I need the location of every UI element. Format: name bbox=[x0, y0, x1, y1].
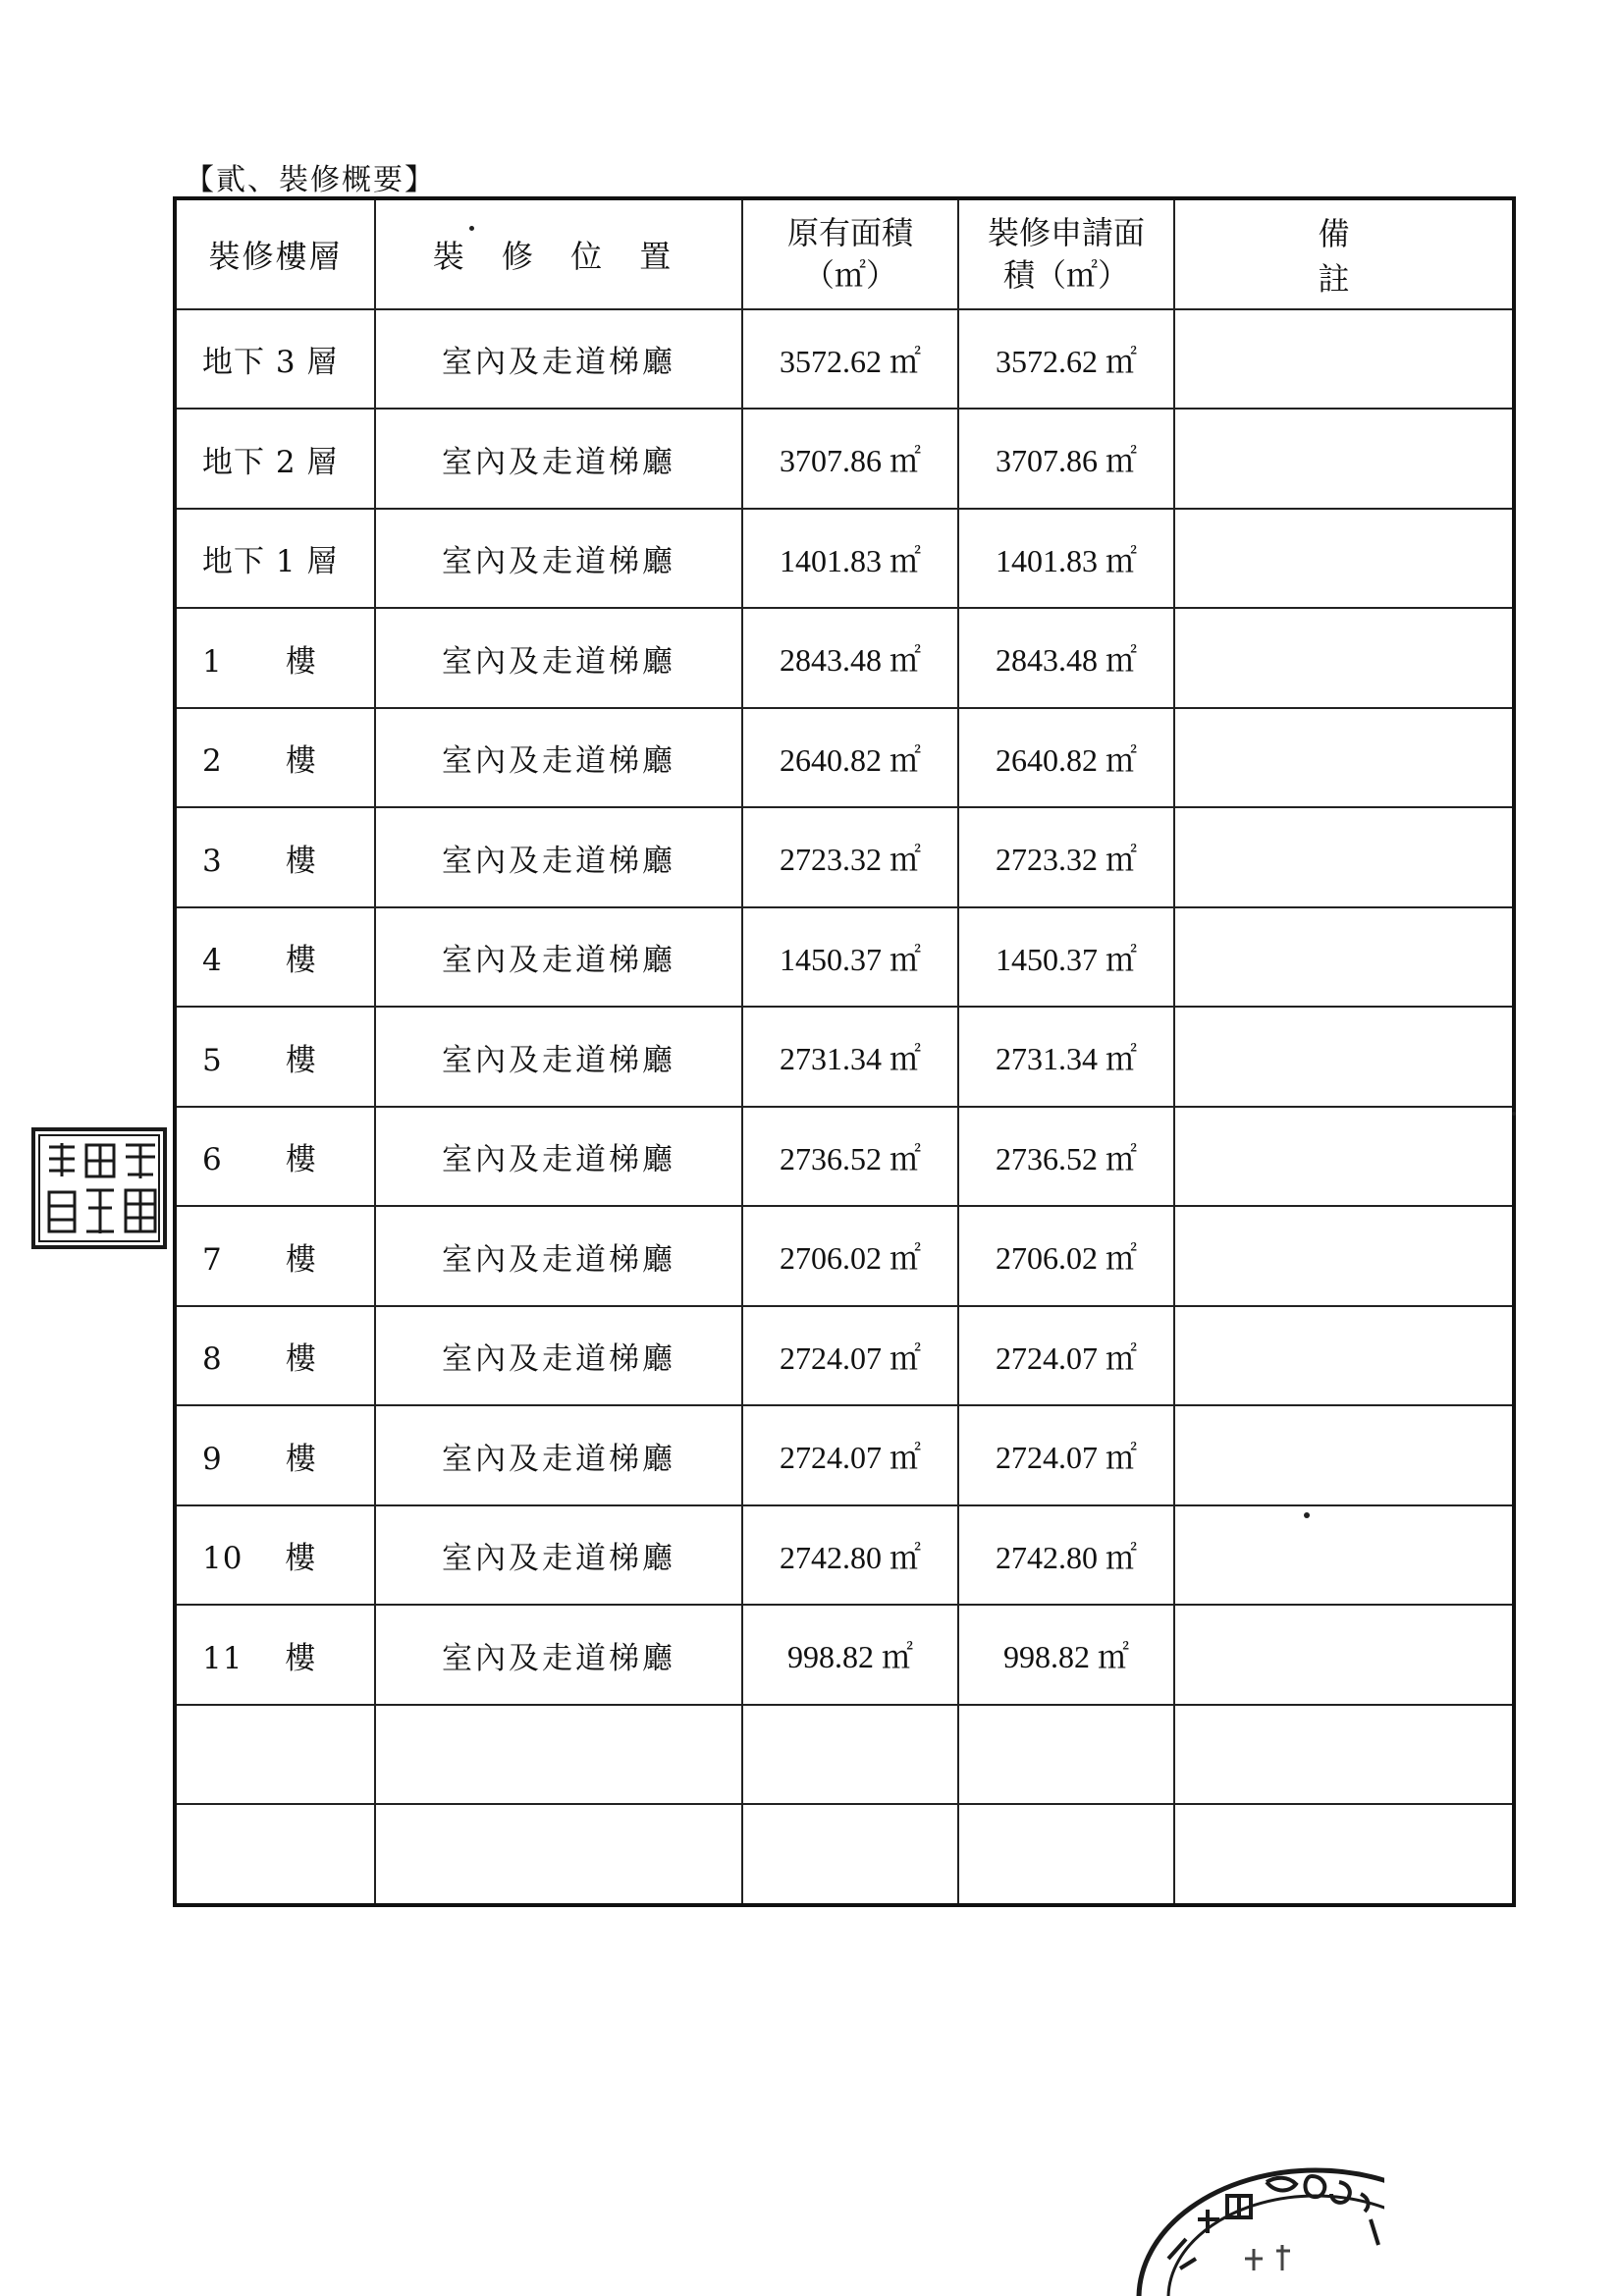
cell-remarks bbox=[1174, 1007, 1514, 1106]
header-original-area-line2: （㎡） bbox=[802, 256, 897, 294]
cell-applied-area: 2724.07 ㎡ bbox=[958, 1405, 1174, 1504]
table-row bbox=[175, 1007, 1514, 1106]
cell-applied-area: 2723.32 ㎡ bbox=[958, 807, 1174, 906]
cell-location: 室內及走道梯廳 bbox=[375, 409, 742, 508]
header-applied-area bbox=[958, 198, 1174, 309]
cell-remarks bbox=[1174, 1107, 1514, 1206]
scan-speck bbox=[1304, 1512, 1310, 1518]
cell-floor: 10 樓 bbox=[175, 1505, 375, 1605]
table-row bbox=[175, 309, 1514, 409]
cell-location: 室內及走道梯廳 bbox=[375, 1107, 742, 1206]
cell-applied-area: 2742.80 ㎡ bbox=[958, 1505, 1174, 1605]
header-applied-area-line1: 裝修申請面 bbox=[987, 213, 1145, 251]
cell-remarks bbox=[1174, 1605, 1514, 1704]
table-row bbox=[175, 807, 1514, 906]
table-row bbox=[175, 708, 1514, 807]
cell-floor bbox=[175, 1804, 375, 1905]
cell-applied-area: 2706.02 ㎡ bbox=[958, 1206, 1174, 1305]
cell-remarks bbox=[1174, 807, 1514, 906]
table-row bbox=[175, 1107, 1514, 1206]
cell-original-area bbox=[742, 1705, 958, 1804]
cell-remarks bbox=[1174, 1705, 1514, 1804]
renovation-summary-table bbox=[173, 196, 1538, 1907]
cell-location: 室內及走道梯廳 bbox=[375, 1405, 742, 1504]
header-remarks: 備 註 bbox=[1174, 198, 1514, 309]
cell-original-area: 2706.02 ㎡ bbox=[742, 1206, 958, 1305]
cell-remarks bbox=[1174, 409, 1514, 508]
scan-speck bbox=[469, 226, 474, 231]
cell-remarks bbox=[1174, 1505, 1514, 1605]
cell-floor: 5 樓 bbox=[175, 1007, 375, 1106]
cell-location: 室內及走道梯廳 bbox=[375, 1206, 742, 1305]
cell-remarks bbox=[1174, 907, 1514, 1007]
cell-location bbox=[375, 1804, 742, 1905]
cell-original-area: 2736.52 ㎡ bbox=[742, 1107, 958, 1206]
cell-location: 室內及走道梯廳 bbox=[375, 1605, 742, 1704]
table-row bbox=[175, 1705, 1514, 1804]
cell-applied-area: 2736.52 ㎡ bbox=[958, 1107, 1174, 1206]
section-heading: 【貳、裝修概要】 bbox=[185, 163, 436, 197]
cell-floor bbox=[175, 1705, 375, 1804]
management-committee-stamp-icon bbox=[1129, 2111, 1384, 2296]
scan-speck bbox=[1512, 1112, 1516, 1116]
table-row bbox=[175, 608, 1514, 707]
cell-floor: 地下 1 層 bbox=[175, 509, 375, 608]
cell-original-area: 2723.32 ㎡ bbox=[742, 807, 958, 906]
cell-location: 室內及走道梯廳 bbox=[375, 1007, 742, 1106]
cell-floor: 2 樓 bbox=[175, 708, 375, 807]
cell-location: 室內及走道梯廳 bbox=[375, 708, 742, 807]
cell-remarks bbox=[1174, 1206, 1514, 1305]
cell-original-area: 1401.83 ㎡ bbox=[742, 509, 958, 608]
cell-original-area: 3572.62 ㎡ bbox=[742, 309, 958, 409]
cell-applied-area: 3707.86 ㎡ bbox=[958, 409, 1174, 508]
cell-remarks bbox=[1174, 309, 1514, 409]
cell-floor: 11 樓 bbox=[175, 1605, 375, 1704]
cell-original-area: 2742.80 ㎡ bbox=[742, 1505, 958, 1605]
cell-floor: 8 樓 bbox=[175, 1306, 375, 1405]
cell-applied-area: 2640.82 ㎡ bbox=[958, 708, 1174, 807]
cell-applied-area: 1401.83 ㎡ bbox=[958, 509, 1174, 608]
cell-floor: 6 樓 bbox=[175, 1107, 375, 1206]
cell-remarks bbox=[1174, 708, 1514, 807]
cell-applied-area: 2724.07 ㎡ bbox=[958, 1306, 1174, 1405]
header-applied-area-line2: 積（㎡） bbox=[1002, 256, 1129, 294]
cell-floor: 3 樓 bbox=[175, 807, 375, 906]
cell-remarks bbox=[1174, 1306, 1514, 1405]
cell-applied-area: 998.82 ㎡ bbox=[958, 1605, 1174, 1704]
cell-location: 室內及走道梯廳 bbox=[375, 907, 742, 1007]
table-header-row bbox=[175, 198, 1514, 309]
cell-original-area: 1450.37 ㎡ bbox=[742, 907, 958, 1007]
cell-location: 室內及走道梯廳 bbox=[375, 1306, 742, 1405]
cell-floor: 1 樓 bbox=[175, 608, 375, 707]
header-original-area bbox=[742, 198, 958, 309]
cell-original-area: 2640.82 ㎡ bbox=[742, 708, 958, 807]
table-row bbox=[175, 409, 1514, 508]
cell-applied-area bbox=[958, 1705, 1174, 1804]
cell-remarks bbox=[1174, 1804, 1514, 1905]
cell-applied-area bbox=[958, 1804, 1174, 1905]
cell-floor: 地下 3 層 bbox=[175, 309, 375, 409]
cell-floor: 7 樓 bbox=[175, 1206, 375, 1305]
cell-original-area: 2724.07 ㎡ bbox=[742, 1306, 958, 1405]
table-row bbox=[175, 1206, 1514, 1305]
cell-original-area: 998.82 ㎡ bbox=[742, 1605, 958, 1704]
official-seal-icon bbox=[29, 1125, 169, 1251]
table-row bbox=[175, 1405, 1514, 1504]
cell-location bbox=[375, 1705, 742, 1804]
table-row bbox=[175, 1505, 1514, 1605]
cell-original-area: 2724.07 ㎡ bbox=[742, 1405, 958, 1504]
table-row bbox=[175, 509, 1514, 608]
cell-location: 室內及走道梯廳 bbox=[375, 1505, 742, 1605]
cell-applied-area: 2843.48 ㎡ bbox=[958, 608, 1174, 707]
cell-floor: 地下 2 層 bbox=[175, 409, 375, 508]
cell-location: 室內及走道梯廳 bbox=[375, 608, 742, 707]
cell-location: 室內及走道梯廳 bbox=[375, 807, 742, 906]
cell-original-area: 3707.86 ㎡ bbox=[742, 409, 958, 508]
cell-remarks bbox=[1174, 1405, 1514, 1504]
cell-location: 室內及走道梯廳 bbox=[375, 509, 742, 608]
table-row bbox=[175, 1306, 1514, 1405]
cell-applied-area: 1450.37 ㎡ bbox=[958, 907, 1174, 1007]
cell-remarks bbox=[1174, 509, 1514, 608]
cell-original-area: 2843.48 ㎡ bbox=[742, 608, 958, 707]
table-row bbox=[175, 1804, 1514, 1905]
cell-original-area: 2731.34 ㎡ bbox=[742, 1007, 958, 1106]
cell-applied-area: 2731.34 ㎡ bbox=[958, 1007, 1174, 1106]
cell-floor: 4 樓 bbox=[175, 907, 375, 1007]
table-row bbox=[175, 1605, 1514, 1704]
header-floor: 裝修樓層 bbox=[175, 198, 375, 309]
header-original-area-line1: 原有面積 bbox=[786, 213, 913, 251]
cell-applied-area: 3572.62 ㎡ bbox=[958, 309, 1174, 409]
cell-location: 室內及走道梯廳 bbox=[375, 309, 742, 409]
header-location: 裝 修 位 置 bbox=[375, 198, 742, 309]
cell-remarks bbox=[1174, 608, 1514, 707]
cell-floor: 9 樓 bbox=[175, 1405, 375, 1504]
table-row bbox=[175, 907, 1514, 1007]
cell-original-area bbox=[742, 1804, 958, 1905]
